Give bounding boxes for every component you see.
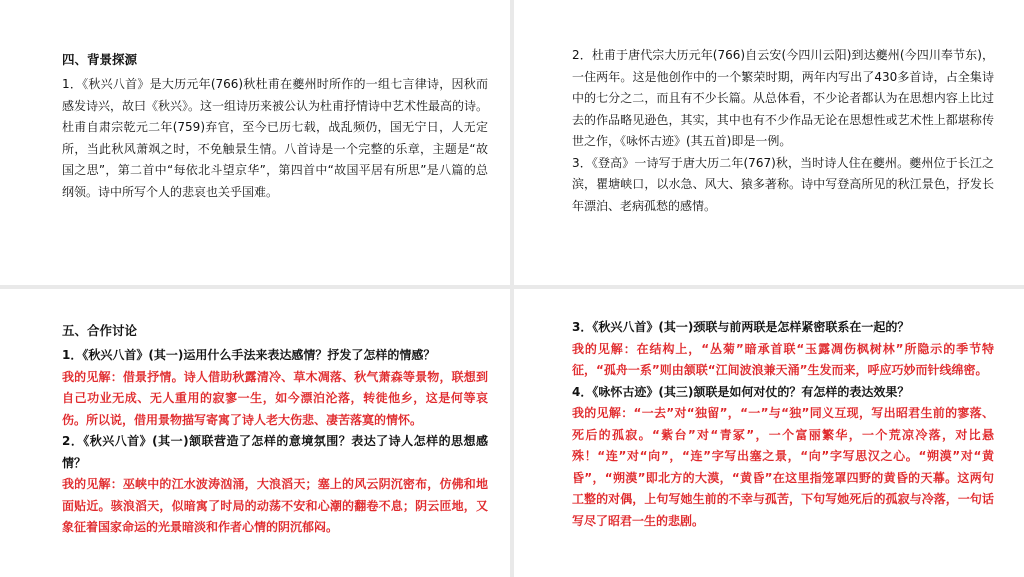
paragraph-3: 3．《登高》一诗写于唐大历二年(767)秋，当时诗人住在夔州。夔州位于长江之滨，瞿塘峡口，以水急、风大、猿多著称。诗中写登高所见的秋江景色，抒发长年漂泊、老病孤愁的感情。 [572,155,994,213]
slide-content [62,321,488,539]
question-1: 1．《秋兴八首》(其一)运用什么手法来表达感情？抒发了怎样的情感？ [62,348,436,362]
question-3: 3．《秋兴八首》(其一)颈联与前两联是怎样紧密联系在一起的？ [572,320,910,334]
answer-1: 我的见解：借景抒情。诗人借助秋露清冷、草木凋落、秋气萧森等景物，联想到自己功业无成、无人重用的寂寥一生，如今漂泊沦落，转徙他乡，这是何等哀伤。所以说，借用景物描写寄寓了诗人老大伤悲、凄苦落寞的情怀。 [62,369,488,427]
answer-4: 我的见解：“一去”对“独留”，“一”与“独”同义互现，写出昭君生前的寥落、死后的孤寂。“紫台”对“青冢”，一个富丽繁华，一个荒凉冷落，对比悬殊！“连”对“向”，“连”字写出塞之景，“向”字写思汉之心。“朔漠”对“黄昏”，“朔漠”即北方的大漠，“黄昏”在这里指笼罩四野的黄昏的天幕。这两句工整的对偶，上句写她生前的不幸与孤苦，下句写她死后的孤寂与冷落，一句话写尽了昭君一生的悲剧。 [572,406,994,528]
slide-background-info [0,0,510,285]
slide-background-info-continued [514,0,1024,285]
question-2: 2．《秋兴八首》(其一)颔联营造了怎样的意境氛围？表达了诗人怎样的思想感情？ [62,434,488,470]
paragraph-2: 2．杜甫于唐代宗大历元年(766)自云安(今四川云阳)到达夔州(今四川奉节东)，一住两年。这是他创作中的一个繁荣时期，两年内写出了430多首诗，占全集诗中的七分之二，而且有不少长篇。从总体看，不少论者都认为在思想内容上比过去的作品略见逊色，其实，其中也有不少作品无论在思想性或艺术性上都堪称传世之作，《咏怀古迹》(其五首)即是一例。 [572,48,994,148]
paragraph-1: 1．《秋兴八首》是大历元年(766)秋杜甫在夔州时所作的一组七言律诗，因秋而感发诗兴，故曰《秋兴》。这一组诗历来被公认为杜甫抒情诗中艺术性最高的诗。杜甫自肃宗乾元二年(759)弃官，至今已历七载，战乱频仍，国无宁日，人无定所，当此秋风萧飒之时，不免触景生情。八首诗是一个完整的乐章，主题是“故国之思”，第二首中“每依北斗望京华”，第四首中“故国平居有所思”是八篇的总纲领。诗中所写个人的悲哀也关乎国难。 [62,77,489,199]
slide-content [572,317,994,532]
slide-content [62,50,488,203]
section-heading: 四、背景探源 [62,52,138,67]
slide-discussion [0,289,510,577]
answer-2: 我的见解：巫峡中的江水波涛汹涌，大浪滔天；塞上的风云阴沉密布，仿佛和地面贴近。骇浪滔天，似暗寓了时局的动荡不安和心潮的翻卷不息；阴云匝地，又象征着国家命运的光景暗淡和作者心情的阴沉郁闷。 [62,477,488,534]
question-4: 4．《咏怀古迹》(其三)颔联是如何对仗的？有怎样的表达效果？ [572,384,910,399]
answer-3: 我的见解：在结构上，“丛菊”暗承首联“玉露凋伤枫树林”所隐示的季节特征，“孤舟一系”则由颔联“江间波浪兼天涌”生发而来，呼应巧妙而针线绵密。 [572,341,994,377]
section-heading: 五、合作讨论 [62,323,138,338]
slide-discussion-continued [514,289,1024,577]
slide-content [572,45,994,217]
